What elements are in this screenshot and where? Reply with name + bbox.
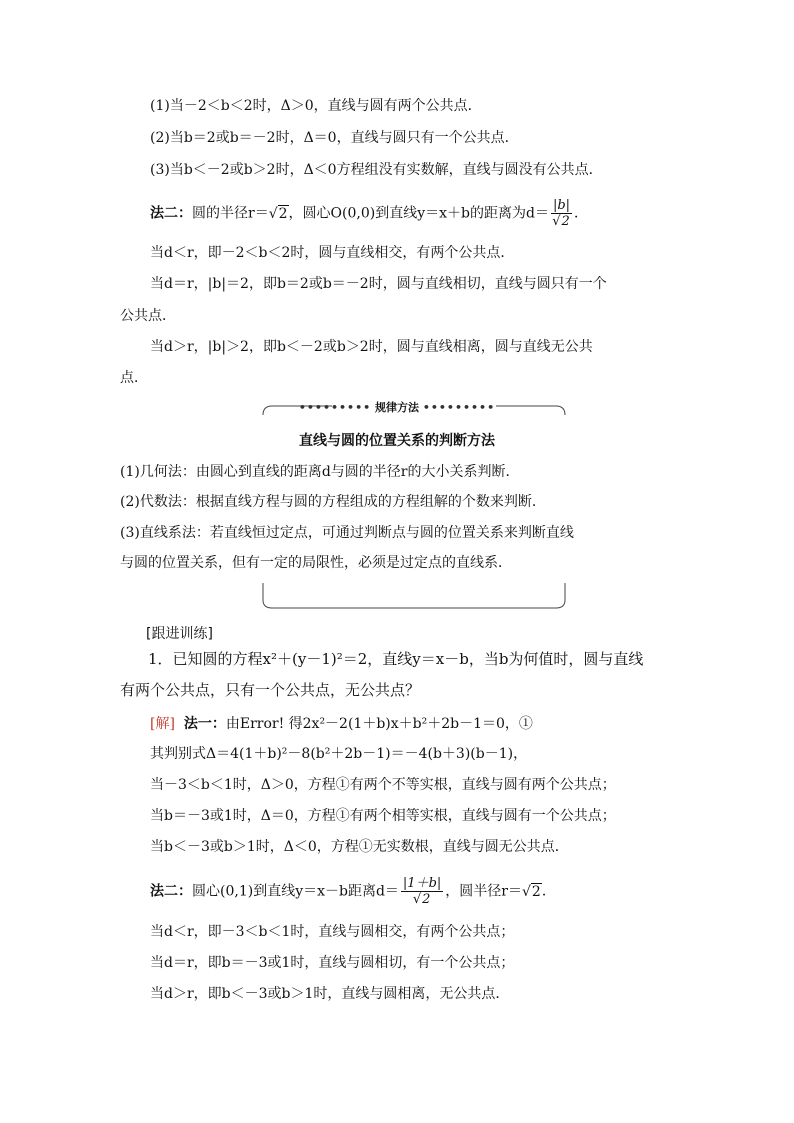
method-tag: ••••••••• 规律方法 •••••••••	[298, 401, 496, 414]
answer-method-one: [解] 法一：由Error! 得2x²－2(1＋b)x＋b²＋2b－1＝0，①	[150, 716, 533, 732]
algebraic-method: (2)代数法：根据直线方程与圆的方程组成的方程组解的个数来判断．	[120, 494, 546, 510]
case-3-line: (3)当b＜－2或b＞2时，Δ＜0方程组没有实数解，直线与圆没有公共点．	[150, 162, 603, 178]
question-line-1: 1．已知圆的方程x²＋(y－1)²＝2，直线y＝x－b，当b为何值时，圆与直线	[148, 650, 644, 668]
d-equal-r-line: 当d＝r，|b|＝2，即b＝2或b＝－2时，圆与直线相切，直线与圆只有一个	[150, 276, 607, 292]
solution-tag: [解]	[150, 716, 175, 732]
answer-case-1: 当－3＜b＜1时，Δ＞0，方程①有两个不等实根，直线与圆有两个公共点；	[150, 777, 616, 793]
sqrt-2-b: √2	[521, 883, 541, 900]
discriminant-line: 其判别式Δ＝4(1＋b)²－8(b²＋2b－1)＝－4(b＋3)(b－1)，	[150, 746, 528, 762]
method-one-label: 法一：	[183, 716, 226, 732]
answer-m2-case-2: 当d＝r，即b＝－3或1时，直线与圆相切，有一个公共点；	[150, 955, 515, 971]
sqrt-2: √2	[268, 205, 288, 222]
distance-fraction-2: $\frac{|1+b|}{√2}$	[402, 876, 442, 907]
d-greater-r-line: 当d＞r，|b|＞2，即b＜－2或b＞2时，圆与直线相离，圆与直线无公共	[150, 339, 593, 355]
line-system-method-cont: 与圆的位置关系，但有一定的局限性，必须是过定点的直线系．	[120, 555, 512, 571]
distance-fraction: $\frac{|b|}{√2}$	[552, 198, 571, 229]
answer-case-2: 当b＝－3或1时，Δ＝0，方程①有两个相等实根，直线与圆有一个公共点；	[150, 808, 616, 824]
answer-method-two: 法二：圆心(0,1)到直线y＝x－b距离d＝ $\frac{|1+b|}{√2}$ ，圆半径r＝√2．	[150, 876, 556, 907]
case-1-line: (1)当－2＜b＜2时，Δ＞0，直线与圆有两个公共点．	[150, 98, 482, 114]
method-two-line: 法二：圆的半径r＝√2，圆心O(0,0)到直线y＝x＋b的距离为d＝ $\frac{|b|}{√2}$ ．	[150, 198, 589, 229]
method-box-bottom-border	[262, 582, 566, 610]
geometric-method: (1)几何法：由圆心到直线的距离d与圆的半径r的大小关系判断．	[120, 464, 520, 480]
answer-m2-case-1: 当d＜r，即－3＜b＜1时，直线与圆相交，有两个公共点；	[150, 924, 515, 940]
question-line-2: 有两个公共点，只有一个公共点，无公共点？	[120, 681, 421, 699]
answer-m2-case-3: 当d＞r，即b＜－3或b＞1时，直线与圆相离，无公共点．	[150, 986, 510, 1002]
d-equal-r-line-cont: 公共点．	[120, 308, 176, 324]
radius-text: 圆的半径r＝	[192, 205, 269, 222]
distance-text: ，圆心O(0,0)到直线y＝x＋b的距离为d＝	[288, 205, 549, 222]
case-2-line: (2)当b＝2或b＝－2时，Δ＝0，直线与圆只有一个公共点．	[150, 130, 519, 146]
line-system-method: (3)直线系法：若直线恒过定点，可通过判断点与圆的位置关系来判断直线	[120, 525, 574, 541]
d-less-r-line: 当d＜r，即－2＜b＜2时，圆与直线相交，有两个公共点．	[150, 245, 515, 261]
method-box-title: 直线与圆的位置关系的判断方法	[299, 433, 495, 449]
method-two-label: 法二：	[150, 205, 192, 222]
d-greater-r-line-cont: 点．	[120, 370, 148, 386]
answer-case-3: 当b＜－3或b＞1时，Δ＜0，方程①无实数根，直线与圆无公共点．	[150, 839, 569, 855]
practice-header: [跟进训练]	[146, 626, 213, 642]
method-two-label-2: 法二：	[150, 883, 192, 900]
